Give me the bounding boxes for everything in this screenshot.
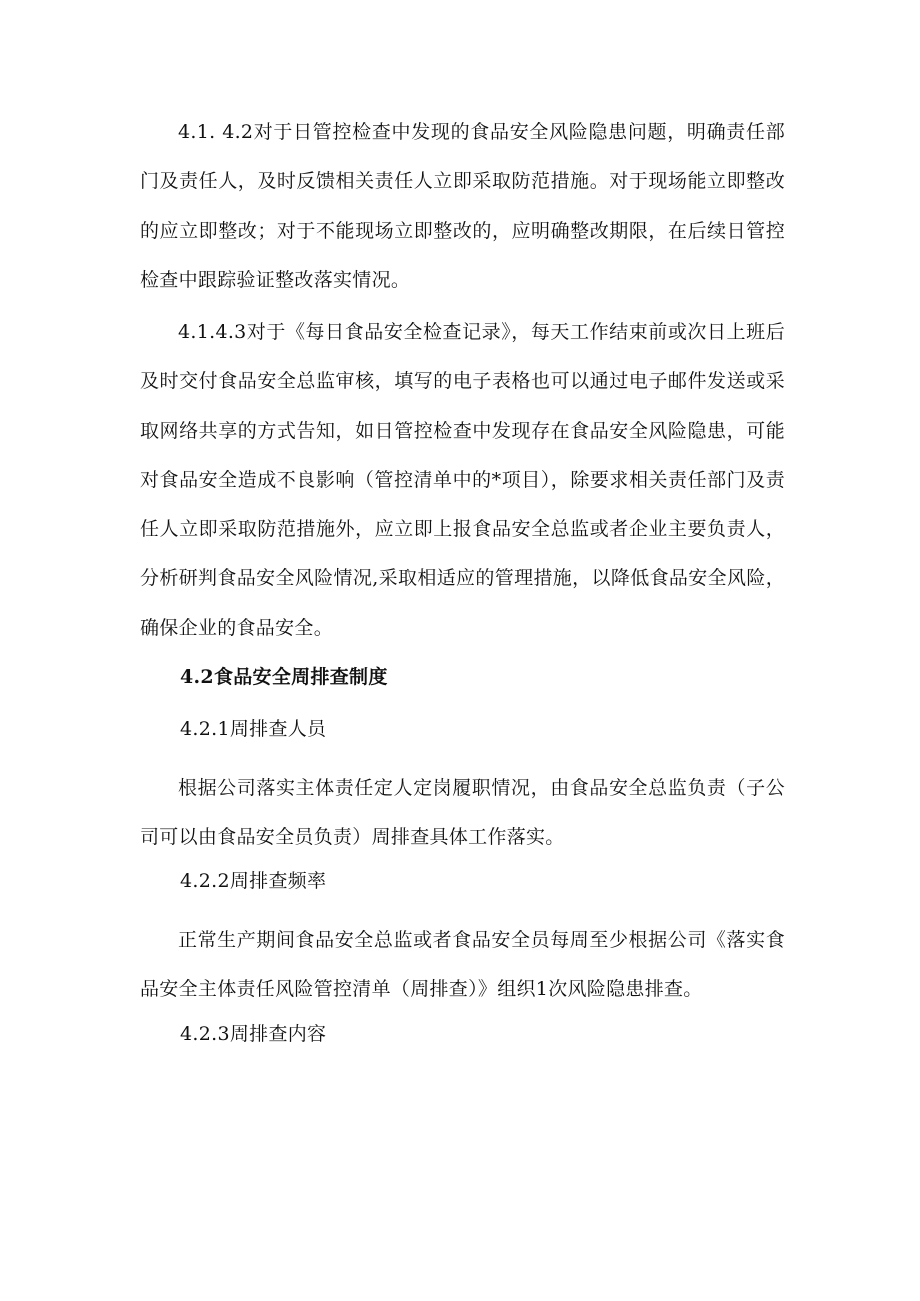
section-heading-4-2: 4.2食品安全周排查制度 [180, 666, 388, 688]
paragraph-4-2-1-body: 根据公司落实主体责任定人定岗履职情况，由食品安全总监负责（子公司可以由食品安全员负责）周排查具体工作落实。 [140, 777, 785, 849]
paragraph-4-1-4-2: 4.1. 4.2对于日管控检查中发现的食品安全风险隐患问题，明确责任部门及责任人，及时反馈相关责任人立即采取防范措施。对于现场能立即整改的应立即整改；对于不能现场立即整改的，应明确整改期限，在后续日管控检查中跟踪验证整改落实情况。 [140, 121, 785, 291]
subsection-heading-4-2-3: 4.2.3周排查内容 [180, 1023, 327, 1045]
paragraph-4-1-4-3: 4.1.4.3对于《每日食品安全检查记录》，每天工作结束前或次日上班后及时交付食品安全总监审核，填写的电子表格也可以通过电子邮件发送或采取网络共享的方式告知，如日管控检查中发现存在食品安全风险隐患，可能对食品安全造成不良影响（管控清单中的*项目），除要求相关责任部门及责任人立即采取防范措施外，应立即上报食品安全总监或者企业主要负责人，分析研判食品安全风险情况,采取相适应的管理措施，以降低食品安全风险，确保企业的食品安全。 [140, 321, 785, 639]
subsection-heading-4-2-2: 4.2.2周排查频率 [180, 870, 327, 892]
subsection-heading-4-2-1: 4.2.1周排查人员 [180, 718, 327, 740]
paragraph-4-2-2-body: 正常生产期间食品安全总监或者食品安全员每周至少根据公司《落实食品安全主体责任风险管控清单（周排查）》组织1次风险隐患排查。 [140, 929, 785, 1001]
